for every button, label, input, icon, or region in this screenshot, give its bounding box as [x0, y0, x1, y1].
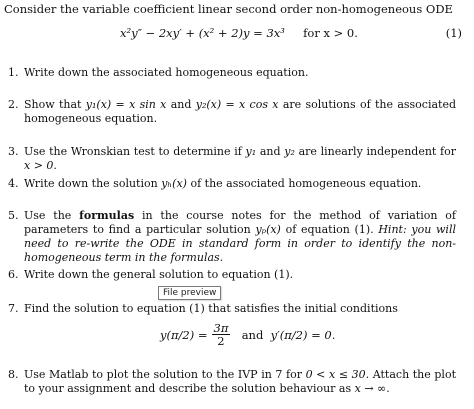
- problem-intro: Consider the variable coefficient linear second order non-homogeneous ODE: [4, 2, 453, 16]
- item-text: Write down the general solution to equation (1).: [24, 268, 294, 281]
- item-number: 5.: [8, 209, 19, 222]
- item-text: and: [256, 145, 285, 158]
- item-math: x > 0: [24, 159, 54, 172]
- item-number: 1.: [8, 66, 19, 79]
- initial-conditions: [160, 322, 335, 347]
- question-item-1: [4, 66, 456, 80]
- question-item-8: [4, 368, 456, 396]
- item-math: y₁(x) = x sin x: [85, 98, 167, 111]
- fraction-numerator: 3π: [213, 321, 229, 335]
- item-text: Write down the solution: [24, 177, 162, 190]
- ic-rhs: y′(π/2) = 0.: [270, 327, 336, 342]
- file-preview-tooltip[interactable]: File preview: [158, 286, 221, 300]
- item-math: yₕ(x): [161, 177, 187, 190]
- item-text: Find the solution to equation (1) that satisfies the initial conditions: [24, 302, 398, 315]
- item-text: are solutions of the associated homogeneous equation.: [24, 98, 456, 125]
- question-item-3: [4, 145, 456, 173]
- ode-lhs: x²y″ − 2xy′ + (x² + 2)y = 3x³: [120, 26, 285, 40]
- item-text: in the course notes for the method of variation of parameters to find a particular solution: [24, 209, 456, 236]
- item-text: Show that: [24, 98, 86, 111]
- item-text: Use the Wronskian test to determine if: [24, 145, 246, 158]
- item-bold: formulas: [79, 209, 135, 222]
- item-text: are linearly independent for: [294, 145, 456, 158]
- question-item-7: [4, 302, 456, 316]
- item-text: of the associated homogeneous equation.: [186, 177, 422, 190]
- ic-lhs: y(π/2) =: [160, 327, 208, 342]
- item-math: x → ∞: [354, 382, 387, 395]
- item-math: yₚ(x): [255, 223, 281, 236]
- question-item-4: [4, 177, 456, 191]
- ic-and: and: [241, 327, 264, 342]
- item-text: Use Matlab to plot the solution to the IVP in 7 for: [24, 368, 306, 381]
- item-text: Use the: [24, 209, 80, 222]
- ode-condition: for x > 0.: [303, 26, 358, 40]
- question-item-5: [4, 209, 456, 265]
- item-number: 2.: [8, 98, 19, 111]
- item-math: 0 < x ≤ 30: [305, 368, 366, 381]
- question-item-2: [4, 98, 456, 126]
- item-math: y₂: [284, 145, 295, 158]
- item-text: .: [386, 382, 390, 395]
- item-text: .: [53, 159, 57, 172]
- fraction-denominator: 2: [217, 334, 225, 348]
- item-hint: Hint: you will need to re-write the ODE in standard form in order to identify the non-homogeneous term in the formulas.: [24, 223, 456, 264]
- item-number: 6.: [8, 268, 19, 281]
- item-number: 8.: [8, 368, 19, 381]
- item-text: Write down the associated homogeneous equation.: [24, 66, 309, 79]
- item-text: and: [166, 98, 196, 111]
- item-math: y₂(x) = x cos x: [195, 98, 279, 111]
- item-number: 4.: [8, 177, 19, 190]
- ode-equation: [120, 26, 358, 40]
- equation-number: (1): [445, 26, 462, 40]
- question-item-6: [4, 268, 456, 282]
- item-text: . Attach the plot to your assignment and describe the solution behaviour as: [24, 368, 456, 395]
- item-math: y₁: [245, 145, 257, 158]
- item-number: 7.: [8, 302, 19, 315]
- item-text: of equation (1).: [280, 223, 379, 236]
- ic-fraction: [212, 322, 231, 347]
- item-number: 3.: [8, 145, 19, 158]
